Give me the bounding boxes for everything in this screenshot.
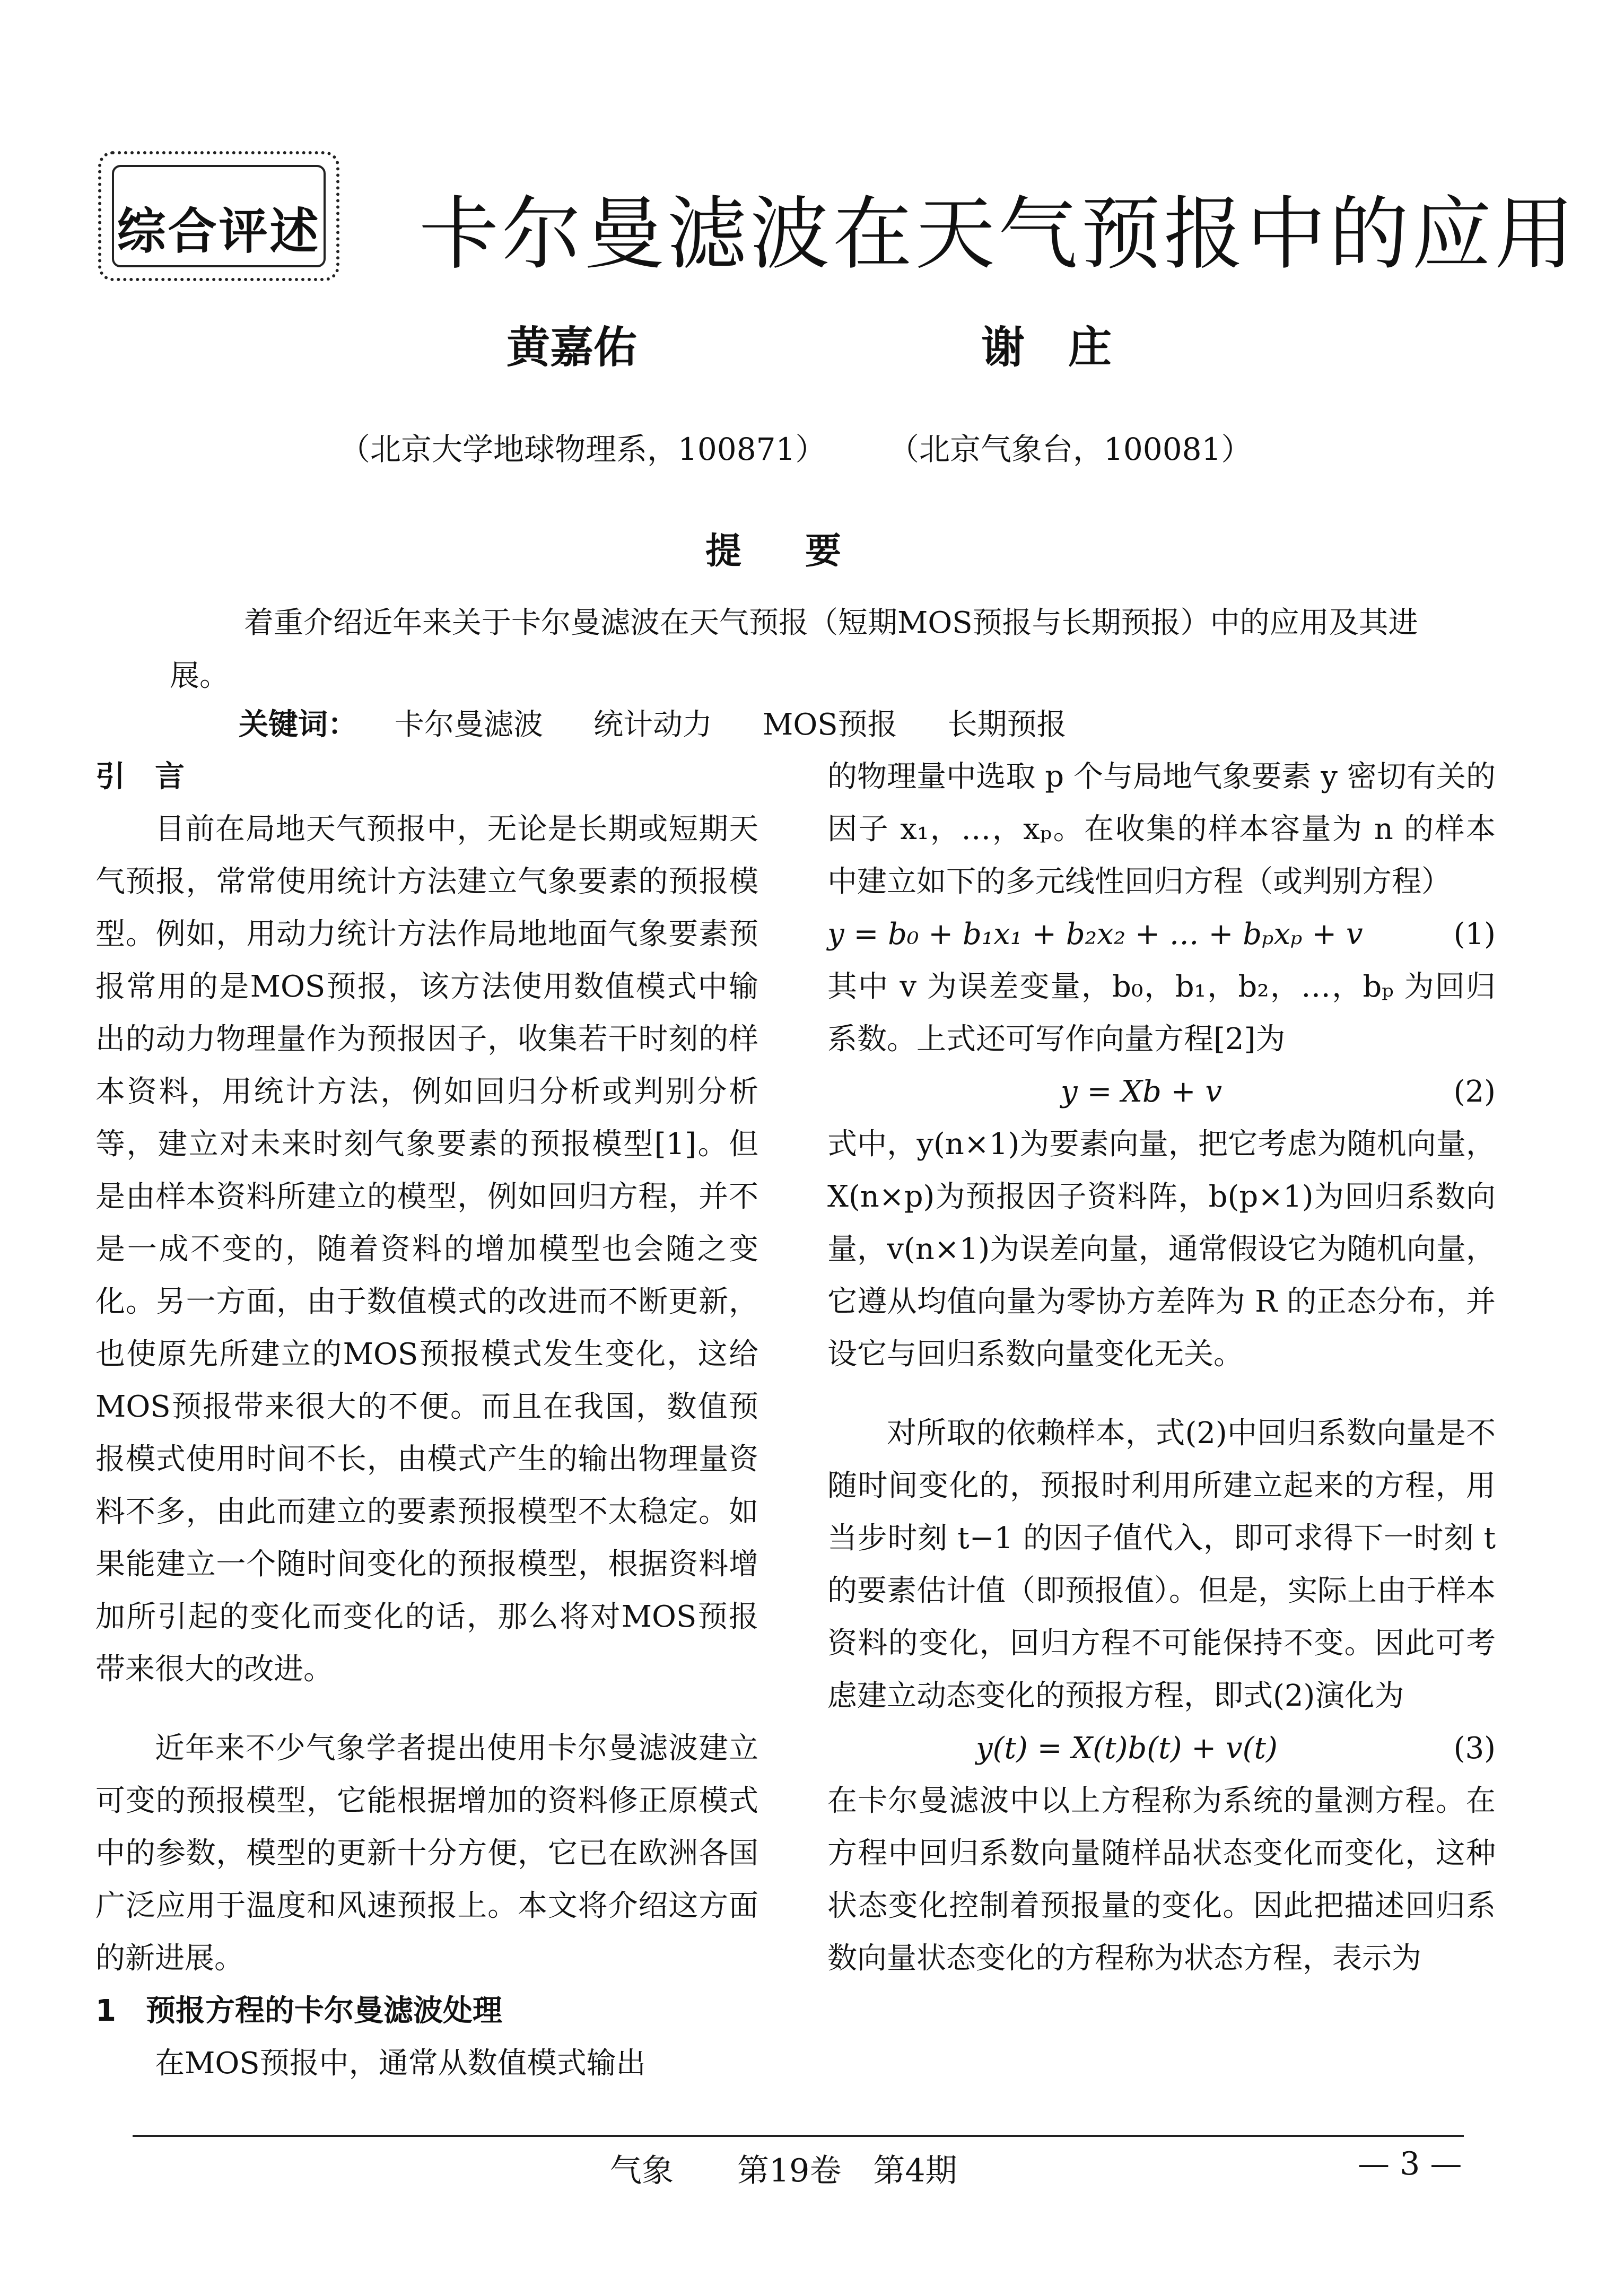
equation-3	[827, 1722, 1496, 1775]
paragraph: 在MOS预报中，通常从数值模式输出	[155, 2046, 646, 2081]
paragraph: 近年来不少气象学者提出使用卡尔曼滤波建立可变的预报模型，它能根据增加的资料修正原模式中的参数，模型的更新十分方便，它已在欧洲各国广泛应用于温度和风速预报上。本文将介绍这方面的新进展。	[95, 1731, 758, 1976]
footer-rule	[133, 2135, 1464, 2137]
article-title: 卡尔曼滤波在天气预报中的应用	[419, 188, 1578, 281]
keyword: 长期预报	[947, 708, 1067, 742]
keywords-line	[239, 701, 1117, 744]
paragraph: 对所取的依赖样本，式(2)中回归系数向量是不随时间变化的，预报时利用所建立起来的方程，用当步时刻 t−1 的因子值代入，即可求得下一时刻 t 的要素估计值（即预报值）。但是，实际上由于样本资料的变化，回归方程不可能保持不变。因此可考虑建立动态变化的预报方程，即式(2)演化为	[827, 1416, 1496, 1713]
paragraph: 目前在局地天气预报中，无论是长期或短期天气预报，常常使用统计方法建立气象要素的预报模型。例如，用动力统计方法作局地地面气象要素预报常用的是MOS预报，该方法使用数值模式中输出的动力物理量作为预报因子，收集若干时刻的样本资料，用统计方法，例如回归分析或判别分析等，建立对未来时刻气象要素的预报模型[1]。但是由样本资料所建立的模型，例如回归方程，并不是一成不变的，随着资料的增加模型也会随之变化。另一方面，由于数值模式的改进而不断更新，也使原先所建立的MOS预报模式发生变化，这给MOS预报带来很大的不便。而且在我国，数值预报模式使用时间不长，由模式产生的输出物理量资料不多，由此而建立的要素预报模型不太稳定。如果能建立一个随时间变化的预报模型，根据资料增加所引起的变化而变化的话，那么将对MOS预报带来很大的改进。	[95, 812, 758, 1687]
left-column	[95, 750, 758, 2090]
paragraph: 式中，y(n×1)为要素向量，把它考虑为随机向量，X(n×p)为预报因子资料阵，b(p×1)为回归系数向量，v(n×1)为误差向量，通常假设它为随机向量，它遵从均值向量为零协方差阵为 R 的正态分布，并设它与回归系数向量变化无关。	[827, 1127, 1496, 1372]
paragraph: 其中 v 为误差变量，b₀，b₁，b₂，…，bₚ 为回归系数。上式还可写作向量方程[2]为	[827, 970, 1496, 1057]
section-heading-intro: 引 言	[95, 759, 185, 794]
journal-info: 气象 第19卷 第4期	[610, 2152, 957, 2189]
section-heading-1: 1 预报方程的卡尔曼滤波处理	[95, 1994, 502, 2028]
keyword: MOS预报	[763, 708, 897, 742]
equation-2	[827, 1066, 1496, 1118]
equation-number: (3)	[1453, 1731, 1496, 1766]
keywords-label: 关键词：	[239, 708, 357, 742]
badge-label: 综合评述	[117, 203, 321, 260]
author-1: 黄嘉佑	[507, 322, 638, 373]
abstract-text: 着重介绍近年来关于卡尔曼滤波在天气预报（短期MOS预报与长期预报）中的应用及其进展。	[170, 606, 1418, 693]
equation-body: y = b₀ + b₁x₁ + b₂x₂ + … + bₚxₚ + v	[827, 917, 1363, 951]
right-column	[827, 750, 1496, 1985]
equation-number: (2)	[1453, 1075, 1496, 1109]
equation-1	[827, 908, 1496, 961]
affiliation-1: （北京大学地球物理系，100871）	[339, 431, 826, 467]
paragraph: 在卡尔曼滤波中以上方程称为系统的量测方程。在方程中回归系数向量随样品状态变化而变化，这种状态变化控制着预报量的变化。因此把描述回归系数向量状态变化的方程称为状态方程，表示为	[827, 1784, 1496, 1976]
equation-body: y = Xb + v	[1061, 1075, 1223, 1109]
paragraph: 的物理量中选取 p 个与局地气象要素 y 密切有关的因子 x₁，…，xₚ。在收集的样本容量为 n 的样本中建立如下的多元线性回归方程（或判别方程）	[827, 759, 1496, 899]
column-badge	[98, 151, 339, 281]
affiliation-2: （北京气象台，100081）	[888, 431, 1252, 467]
equation-number: (1)	[1453, 917, 1496, 951]
abstract-heading: 提要	[705, 530, 905, 572]
author-2: 谢 庄	[981, 322, 1112, 373]
page-number: — 3 —	[1358, 2145, 1462, 2182]
keyword: 卡尔曼滤波	[395, 708, 543, 742]
equation-body: y(t) = X(t)b(t) + v(t)	[976, 1731, 1278, 1766]
keyword: 统计动力	[593, 708, 712, 742]
